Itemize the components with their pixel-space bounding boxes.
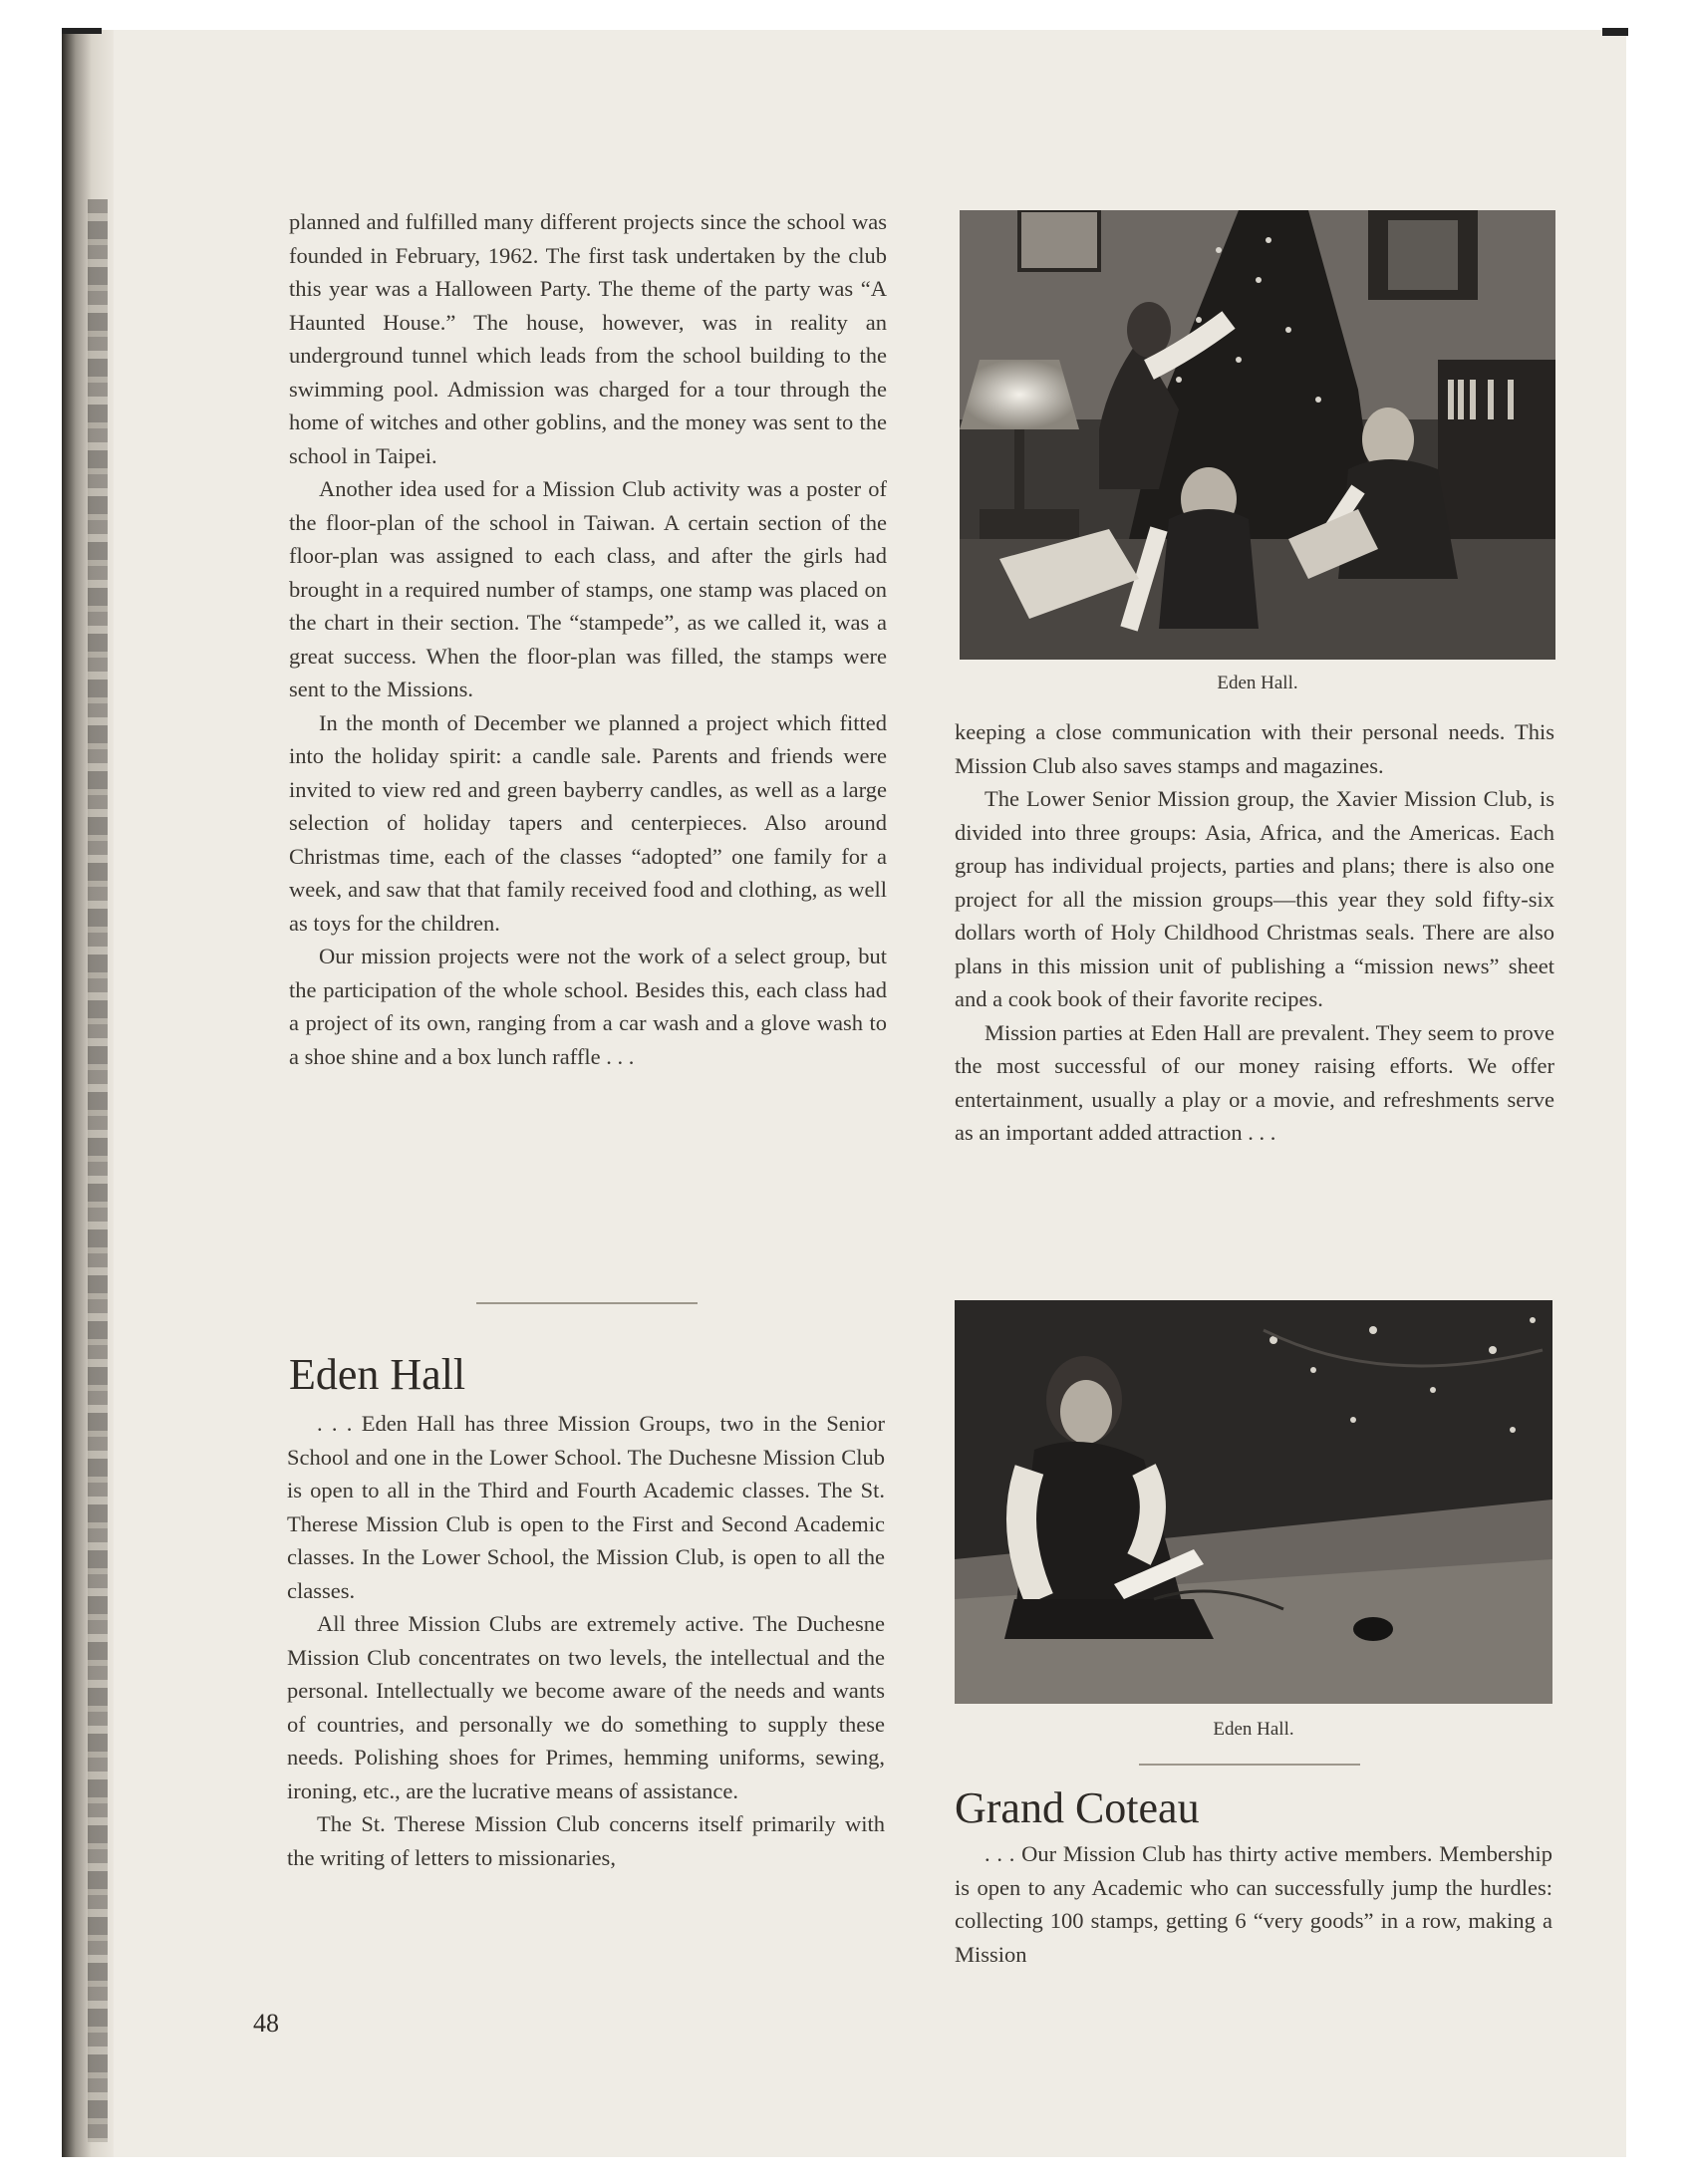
section-heading-grand-coteau: Grand Coteau	[955, 1783, 1200, 1832]
paragraph: . . . Our Mission Club has thirty active members. Membership is open to any Academic who can successfully jump the hurdles: collecting 100 stamps, getting 6 “very goods” in a row, making a Mission	[955, 1841, 1552, 1967]
paragraph: planned and fulfilled many different projects since the school was founded in February, 1962. The first task undertaken by the club this year was a Halloween Party. The theme of the party was “A Haunted House.” The house, however, was in reality an underground tunnel which leads from the school building to the swimming pool. Admission was charged for a tour through the home of witches and other goblins, and the money was sent to the school in Taipei.	[289, 209, 887, 468]
section-heading-eden-hall: Eden Hall	[289, 1350, 466, 1399]
photo-girl-reading-image	[955, 1300, 1552, 1704]
binding-edge	[88, 199, 108, 2142]
photo-caption: Eden Hall.	[1213, 1719, 1294, 1740]
photo-christmas-tree-image	[960, 210, 1555, 660]
section-divider	[1139, 1764, 1360, 1766]
eden-hall-text	[287, 1407, 885, 1874]
paragraph: In the month of December we planned a project which fitted into the holiday spirit: a candle sale. Parents and friends were invited to view red and green bayberry candles, as well as a large selection of holiday tapers and centerpieces. Also around Christmas time, each of the classes “adopted” one family for a week, and saw that that family received food and clothing, as well as toys for the children.	[289, 709, 887, 936]
paragraph: Another idea used for a Mission Club activity was a poster of the floor-plan of the school in Taiwan. A certain section of the floor-plan was assigned to each class, and after the girls had brought in a required number of stamps, one stamp was placed on the chart in their section. The “stampede”, as we called it, was a great success. When the floor-plan was filled, the stamps were sent to the Missions.	[289, 476, 887, 701]
photo-christmas-tree	[960, 210, 1555, 660]
paragraph: Mission parties at Eden Hall are prevalent. They seem to prove the most successful of our money raising efforts. We offer entertainment, usually a play or a movie, and refreshments serve as an important added attraction . . .	[955, 1019, 1554, 1145]
grand-coteau-text	[955, 1837, 1552, 1971]
photo-girl-reading	[955, 1300, 1552, 1704]
paragraph: . . . Eden Hall has three Mission Groups, two in the Senior School and one in the Lower School. The Duchesne Mission Club is open to all in the Third and Fourth Academic classes. The St. Therese Mission Club is open to the First and Second Academic classes. In the Lower School, the Mission Club, is open to all the classes.	[287, 1411, 885, 1603]
scan-edge	[1602, 28, 1628, 36]
paragraph: keeping a close communication with their personal needs. This Mission Club also saves stamps and magazines.	[955, 719, 1554, 778]
paragraph: The St. Therese Mission Club concerns itself primarily with the writing of letters to missionaries,	[287, 1811, 885, 1870]
scan-edge	[62, 28, 102, 34]
paragraph: All three Mission Clubs are extremely active. The Duchesne Mission Club concentrates on two levels, the intellectual and the personal. Intellectually we become aware of the needs and wants of countries, and personally we do something to supply these needs. Polishing shoes for Primes, hemming uniforms, sewing, ironing, etc., are the lucrative means of assistance.	[287, 1611, 885, 1803]
photo-caption: Eden Hall.	[1217, 673, 1298, 693]
right-column-text	[955, 715, 1554, 1150]
page-number: 48	[253, 2009, 279, 2038]
paragraph: The Lower Senior Mission group, the Xavier Mission Club, is divided into three groups: Asia, Africa, and the Americas. Each group has individual projects, parties and plans; there is also one project for all the mission groups—this year they sold fifty-six dollars worth of Holy Childhood Christmas seals. There are also plans in this mission unit of publishing a “mission news” sheet and a cook book of their favorite recipes.	[955, 786, 1554, 1011]
left-column-text	[289, 205, 887, 1073]
paragraph: Our mission projects were not the work of a select group, but the participation of the whole school. Besides this, each class had a project of its own, ranging from a car wash and a glove wash to a shoe shine and a box lunch raffle . . .	[289, 944, 887, 1069]
section-divider	[476, 1302, 698, 1304]
